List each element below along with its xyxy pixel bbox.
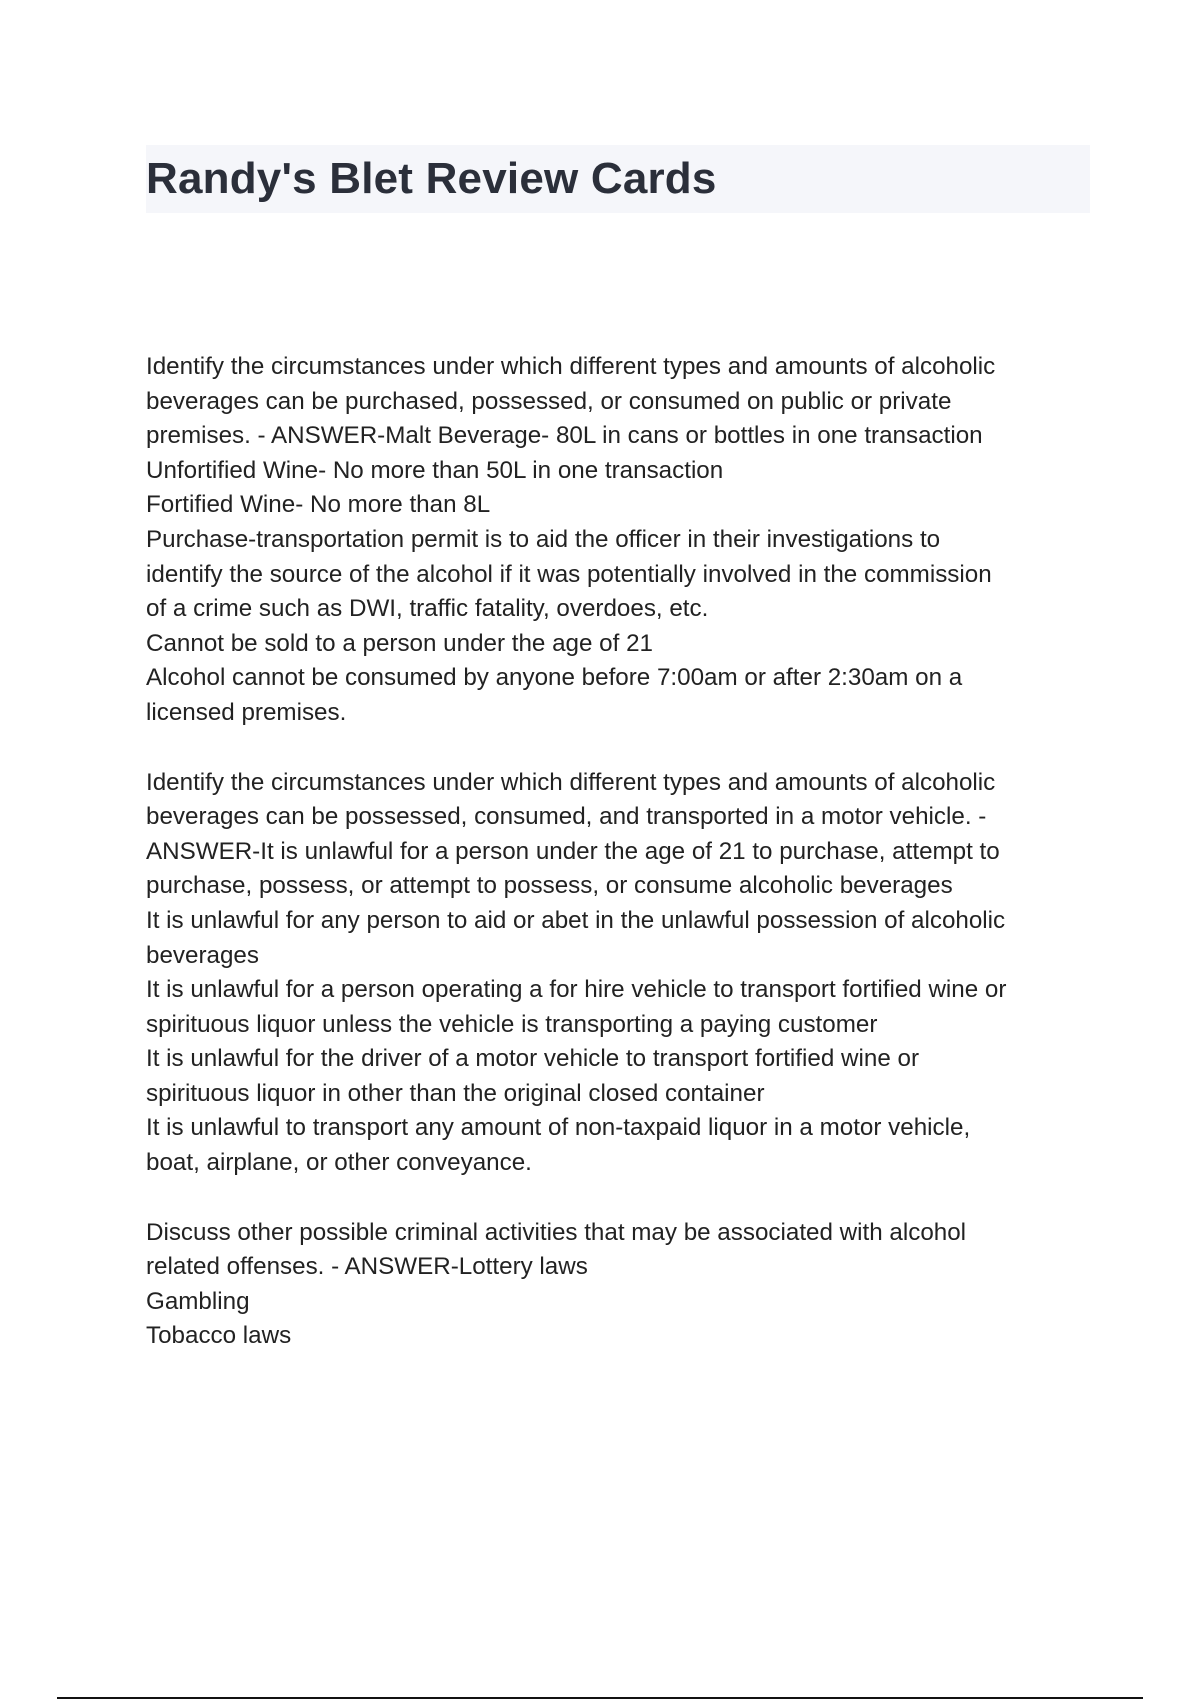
card-line: Fortified Wine- No more than 8L (146, 491, 491, 519)
card-line: Identify the circumstances under which different types and amounts of alcoholic (146, 353, 996, 380)
card-line: beverages can be possessed, consumed, and transported in a motor vehicle. - (146, 803, 987, 831)
card-line: Discuss other possible criminal activities that may be associated with alcohol (146, 1218, 967, 1246)
card-line: Tobacco laws (146, 1322, 292, 1350)
card-line: boat, airplane, or other conveyance. (146, 1149, 532, 1177)
card-line: Identify the circumstances under which different types and amounts of alcoholic (146, 768, 996, 796)
card-line: It is unlawful for any person to aid or abet in the unlawful possession of alcoholic (146, 906, 1006, 934)
card-line: It is unlawful for the driver of a motor vehicle to transport fortified wine or (146, 1045, 919, 1073)
card-line: ANSWER-It is unlawful for a person under the age of 21 to purchase, attempt to (146, 837, 1000, 865)
card-line: of a crime such as DWI, traffic fatality, overdoes, etc. (146, 595, 709, 623)
card-line: Cannot be sold to a person under the age of 21 (146, 629, 653, 657)
card-line: beverages (146, 941, 259, 969)
card-line: Alcohol cannot be consumed by anyone before 7:00am or after 2:30am on a (146, 664, 963, 692)
cards-content (146, 350, 1090, 1389)
title-band (146, 145, 1090, 213)
card-line: It is unlawful for a person operating a for hire vehicle to transport fortified wine or (146, 976, 1007, 1004)
card-line: Purchase-transportation permit is to aid the officer in their investigations to (146, 525, 941, 553)
card-line: identify the source of the alcohol if it was potentially involved in the commission (146, 560, 992, 588)
card-line: Gambling (146, 1287, 250, 1315)
card-line: premises. - ANSWER-Malt Beverage- 80L in cans or bottles in one transaction (146, 422, 983, 450)
card-line: beverages can be purchased, possessed, or consumed on public or private (146, 387, 952, 415)
document-title: Randy's Blet Review Cards (146, 154, 717, 203)
card-2 (146, 766, 1090, 1181)
card-1 (146, 350, 1090, 731)
card-line: spirituous liquor unless the vehicle is transporting a paying customer (146, 1010, 878, 1038)
card-3 (146, 1216, 1090, 1354)
card-line: It is unlawful to transport any amount of non-taxpaid liquor in a motor vehicle, (146, 1114, 971, 1142)
card-line: related offenses. - ANSWER-Lottery laws (146, 1253, 588, 1281)
page-bottom-rule (57, 1697, 1143, 1699)
card-line: spirituous liquor in other than the original closed container (146, 1079, 765, 1107)
card-line: Unfortified Wine- No more than 50L in one transaction (146, 456, 724, 484)
card-line: licensed premises. (146, 698, 347, 726)
card-line: purchase, possess, or attempt to possess, or consume alcoholic beverages (146, 872, 953, 900)
